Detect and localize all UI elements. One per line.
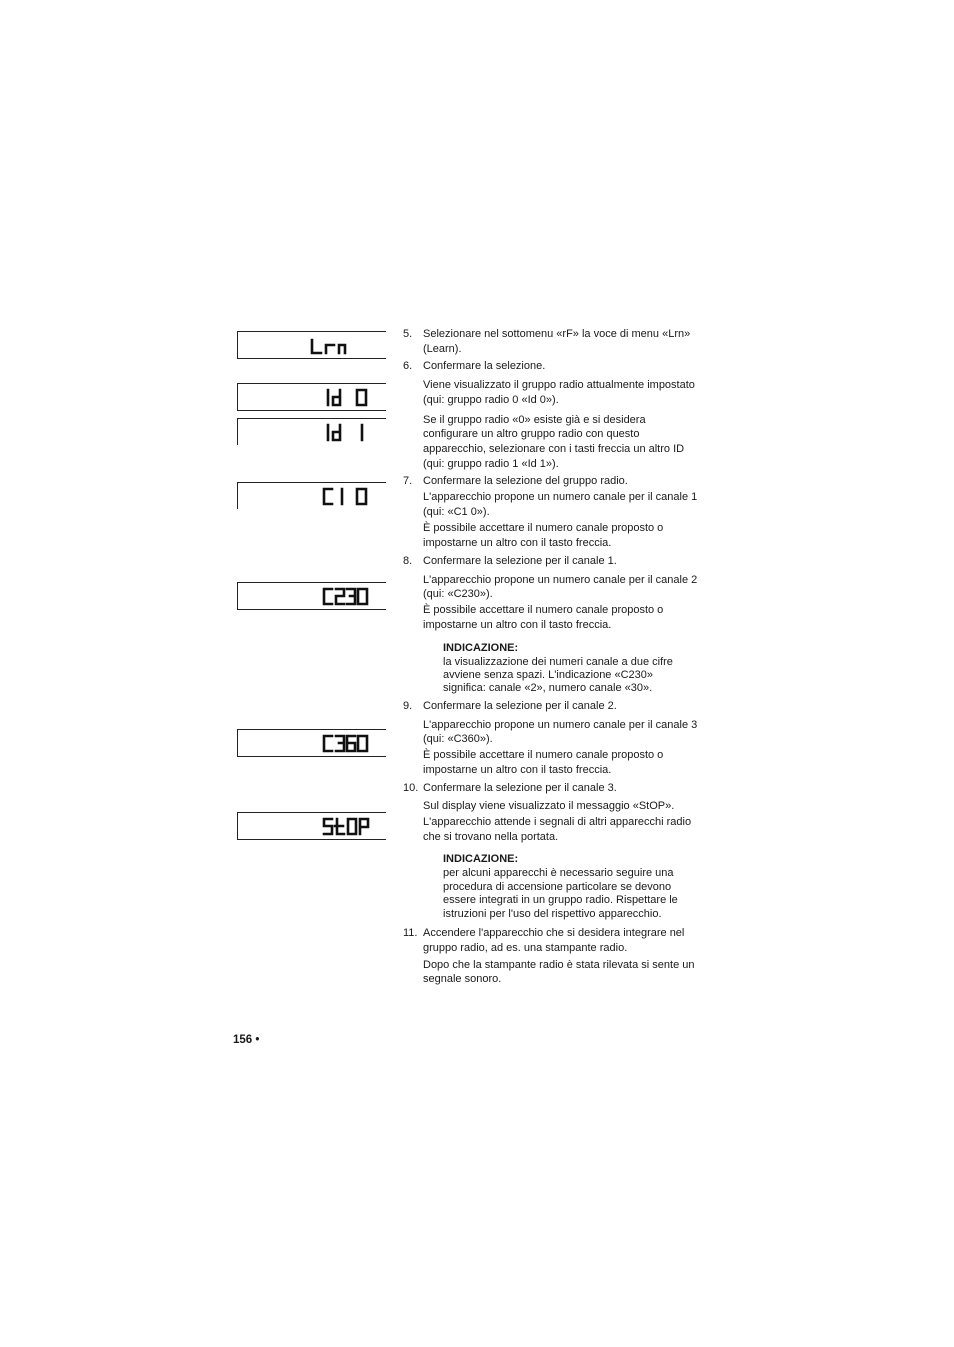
step-11	[403, 926, 703, 955]
lcd-display-c10	[237, 482, 386, 509]
step-text: Confermare la selezione.	[423, 360, 546, 373]
step-text: Accendere l'apparecchio che si desidera integrare nel gruppo radio, ad es. una stampante radio.	[423, 927, 685, 954]
step-number: 9.	[403, 700, 413, 713]
step-7	[403, 474, 703, 489]
note-text: per alcuni apparecchi è necessario seguire una procedura di accensione particolare se devono essere integrati in un gruppo radio. Rispettare le istruzioni per l'uso del rispettivo apparecchio.	[443, 867, 678, 920]
lcd-id0-graphic	[238, 384, 386, 410]
step-8	[403, 554, 703, 569]
step-text: Confermare la selezione del gruppo radio.	[423, 475, 628, 488]
lcd-c230-graphic	[238, 583, 386, 609]
lcd-display-c230	[237, 582, 386, 610]
step-number: 6.	[403, 360, 413, 373]
note-2	[403, 852, 703, 921]
lcd-display-id1	[237, 418, 386, 445]
step-5	[403, 327, 703, 356]
note-1	[403, 641, 703, 695]
step-8-detail-a: L'apparecchio propone un numero canale per il canale 2 (qui: «C230»).	[423, 573, 698, 601]
step-text: Confermare la selezione per il canale 3.	[423, 781, 617, 794]
step-6	[403, 359, 703, 374]
page-number: 156 •	[233, 1034, 260, 1046]
lcd-lrn-graphic	[238, 332, 386, 358]
lcd-stop-graphic	[238, 813, 386, 839]
note-title: INDICAZIONE:	[443, 642, 519, 655]
lcd-c360-graphic	[238, 730, 386, 756]
note-title: INDICAZIONE:	[443, 853, 519, 866]
step-9	[403, 699, 703, 714]
step-7-detail-a: L'apparecchio propone un numero canale per il canale 1 (qui: «C1 0»).	[423, 491, 698, 518]
step-10-detail-a: Sul display viene visualizzato il messaggio «StOP».	[423, 800, 675, 813]
step-number: 11.	[403, 927, 418, 940]
step-9-detail-a: L'apparecchio propone un numero canale per il canale 3 (qui: «C360»).	[423, 718, 698, 746]
step-text: Confermare la selezione per il canale 2.	[423, 700, 617, 713]
lcd-display-c360	[237, 729, 386, 757]
instructions-column	[403, 326, 703, 987]
step-text: Selezionare nel sottomenu «rF» la voce di menu «Lrn» (Learn).	[423, 328, 691, 355]
step-text: Confermare la selezione per il canale 1.	[423, 554, 617, 567]
note-text: la visualizzazione dei numeri canale a due cifre avviene senza spazi. L'indicazione «C230» significa: canale «2», numero canale «30».	[443, 656, 673, 695]
step-6-detail-a: Viene visualizzato il gruppo radio attualmente impostato (qui: gruppo radio 0 «Id 0»).	[423, 379, 695, 406]
step-10-detail-b: L'apparecchio attende i segnali di altri apparecchi radio che si trovano nella portata.	[423, 815, 692, 843]
step-number: 7.	[403, 475, 413, 488]
step-number: 10.	[403, 781, 419, 794]
lcd-display-id0	[237, 383, 386, 411]
step-6-detail-b: Se il gruppo radio «0» esiste già e si desidera configurare un altro gruppo radio con questo apparecchio, selezionare con i tasti freccia un altro ID (qui: gruppo radio 1 «Id 1»).	[423, 413, 685, 470]
lcd-c10-graphic	[238, 483, 386, 509]
lcd-display-lrn	[237, 331, 386, 359]
lcd-id1-graphic	[238, 419, 386, 445]
lcd-display-stop	[237, 812, 386, 840]
step-9-detail-b: È possibile accettare il numero canale proposto o impostarne un altro con il tasto freccia.	[423, 749, 664, 776]
step-8-detail-b: È possibile accettare il numero canale proposto o impostarne un altro con il tasto freccia.	[423, 603, 664, 631]
step-7-detail-b: È possibile accettare il numero canale proposto o impostarne un altro con il tasto freccia.	[423, 522, 664, 550]
step-11-detail-a: Dopo che la stampante radio è stata rilevata si sente un segnale sonoro.	[423, 958, 695, 986]
step-10	[403, 781, 703, 796]
step-number: 8.	[403, 554, 413, 567]
step-number: 5.	[403, 328, 413, 340]
